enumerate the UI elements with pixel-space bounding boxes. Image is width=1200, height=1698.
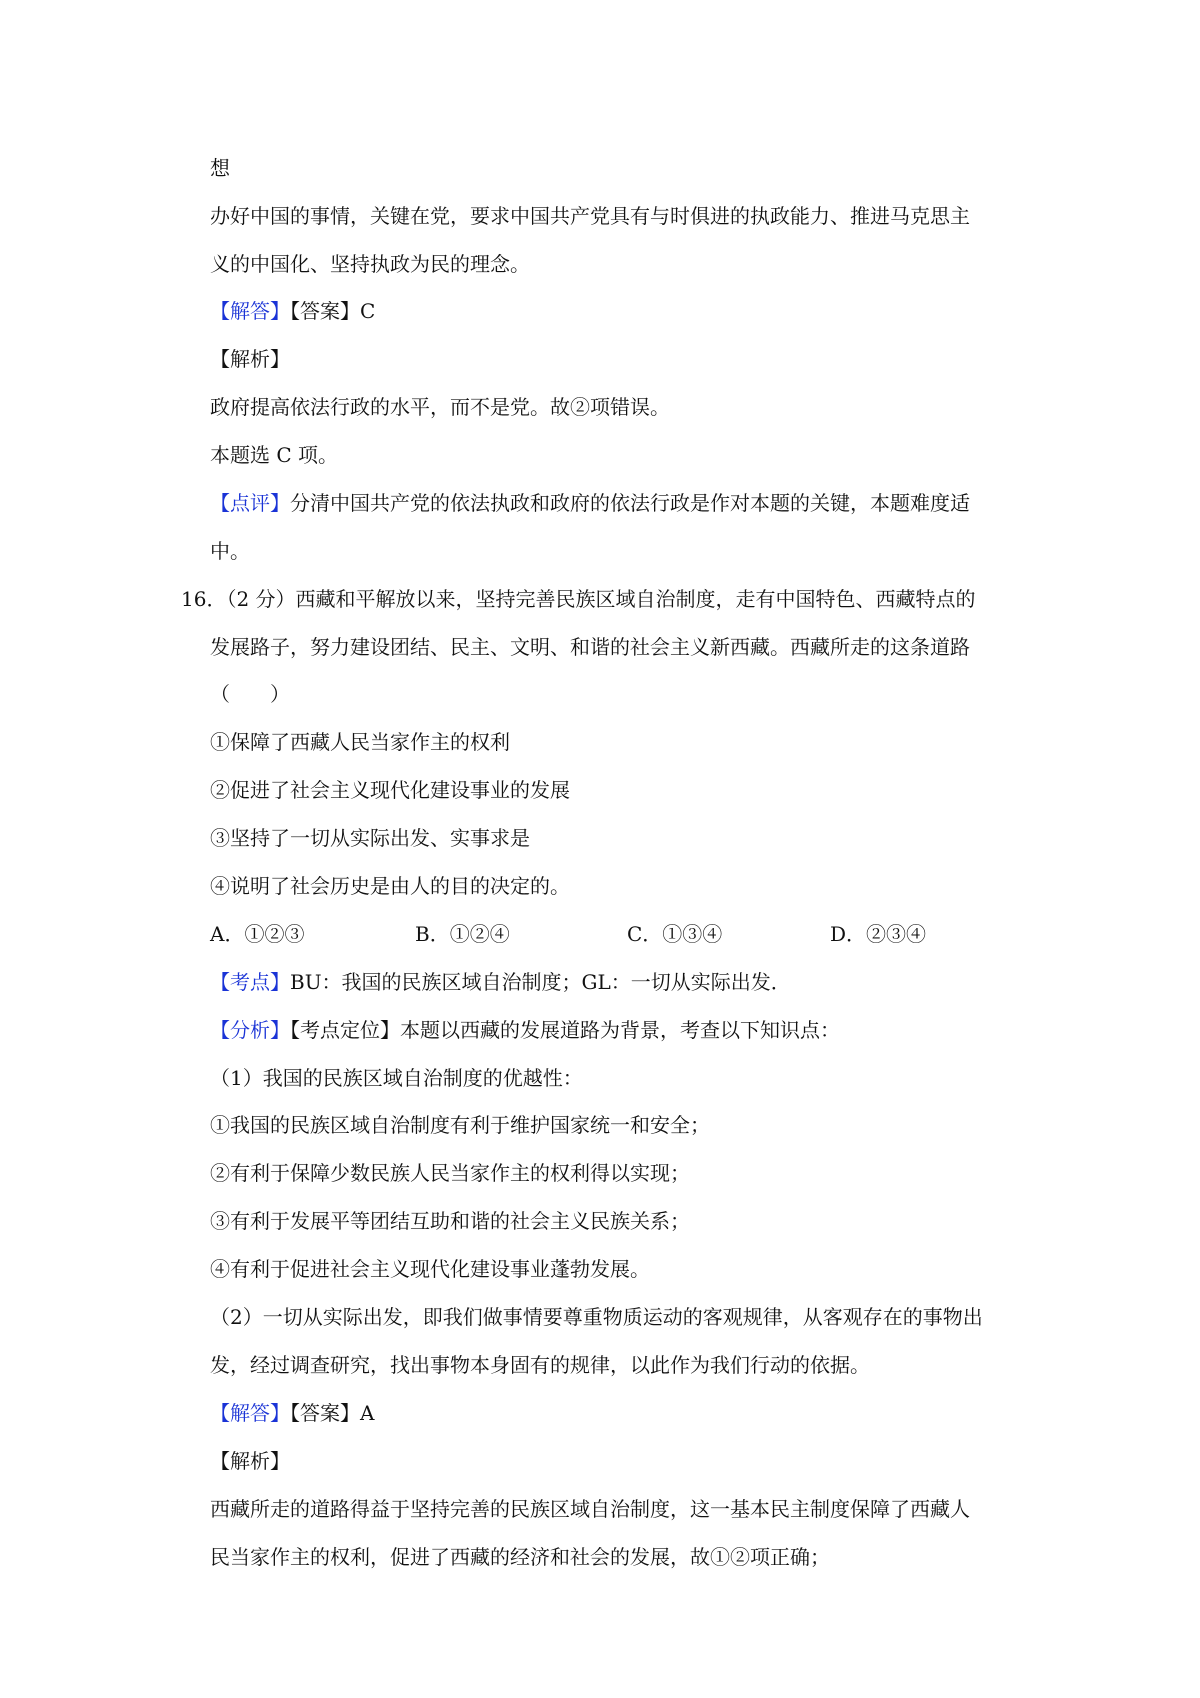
option-d: D．②③④: [830, 922, 927, 946]
answer16-text: 【答案】A: [290, 1401, 375, 1425]
answer16-tag: 【解答】: [210, 1401, 290, 1425]
analysis16-line: 西藏所走的道路得益于坚持完善的民族区域自治制度，这一基本民主制度保障了西藏人: [210, 1497, 970, 1521]
knowledge-tail: 想: [210, 156, 230, 180]
answer-text: 【答案】C: [290, 299, 376, 323]
point2-line: （2）一切从实际出发，即我们做事情要尊重物质运动的客观规律，从客观存在的事物出: [210, 1305, 983, 1329]
question-stem-2: 发展路子，努力建设团结、民主、文明、和谐的社会主义新西藏。西藏所走的这条道路: [210, 635, 970, 659]
option-a: A．①②③: [210, 922, 305, 946]
point1-heading: （1）我国的民族区域自治制度的优越性：: [210, 1066, 583, 1090]
conclusion-text: 本题选 C 项。: [210, 443, 339, 467]
comment-tag: 【点评】: [210, 491, 290, 515]
point1-item: ①我国的民族区域自治制度有利于维护国家统一和安全；: [210, 1113, 710, 1137]
kaodian-tag: 【考点】: [210, 970, 290, 994]
analysis-heading: 【解析】: [210, 347, 290, 371]
knowledge-line: 义的中国化、坚持执政为民的理念。: [210, 252, 530, 276]
answer16-line: [210, 1398, 374, 1428]
comment-text: 分清中国共产党的依法执政和政府的依法行政是作对本题的关键，本题难度适: [290, 491, 970, 515]
answer-tag: 【解答】: [210, 299, 290, 323]
comment-line: [210, 488, 970, 518]
point1-item: ②有利于保障少数民族人民当家作主的权利得以实现；: [210, 1161, 690, 1185]
fenxi-tag: 【分析】: [210, 1018, 290, 1042]
analysis16-heading: 【解析】: [210, 1449, 290, 1473]
option-c: C．①③④: [627, 922, 723, 946]
point1-item: ④有利于促进社会主义现代化建设事业蓬勃发展。: [210, 1257, 650, 1281]
analysis16-line-2: 民当家作主的权利，促进了西藏的经济和社会的发展，故①②项正确；: [210, 1545, 830, 1569]
statement-item: ③坚持了一切从实际出发、实事求是: [210, 826, 530, 850]
fenxi-line: [210, 1015, 840, 1045]
analysis-text: 政府提高依法行政的水平，而不是党。故②项错误。: [210, 395, 670, 419]
fenxi-text: 【考点定位】本题以西藏的发展道路为背景，考查以下知识点：: [290, 1018, 840, 1042]
point1-item: ③有利于发展平等团结互助和谐的社会主义民族关系；: [210, 1209, 690, 1233]
statement-item: ①保障了西藏人民当家作主的权利: [210, 730, 510, 754]
comment-line-2: 中。: [210, 539, 250, 563]
answer-line: [210, 296, 375, 326]
kaodian-text: BU：我国的民族区域自治制度；GL：一切从实际出发．: [290, 970, 791, 994]
question-stem: 16．（2 分）西藏和平解放以来，坚持完善民族区域自治制度，走有中国特色、西藏特点的: [181, 587, 976, 611]
statement-item: ②促进了社会主义现代化建设事业的发展: [210, 778, 570, 802]
statement-item: ④说明了社会历史是由人的目的决定的。: [210, 874, 570, 898]
question-blank: （ ）: [210, 682, 290, 706]
option-b: B．①②④: [415, 922, 510, 946]
kaodian-line: [210, 967, 791, 997]
point2-line-2: 发，经过调查研究，找出事物本身固有的规律，以此作为我们行动的依据。: [210, 1353, 870, 1377]
knowledge-line: 办好中国的事情，关键在党，要求中国共产党具有与时俱进的执政能力、推进马克思主: [210, 204, 970, 228]
